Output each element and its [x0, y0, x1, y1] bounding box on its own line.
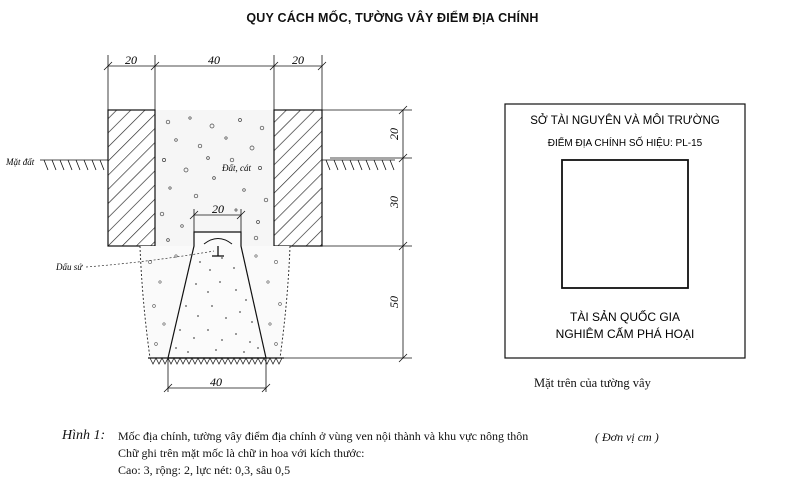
caption-line-1: Mốc địa chính, tường vây điểm địa chính ở vùng ven nội thành và khu vực nông thôn: [118, 429, 529, 443]
soil-fill: [155, 110, 274, 246]
dim-right-30: 30: [387, 196, 401, 208]
figure-label: Hình 1:: [62, 428, 106, 443]
plate-inner-square: [562, 160, 688, 288]
dim-bottom: 40: [210, 375, 222, 389]
plate-line-2: ĐIỂM ĐỊA CHÍNH SỐ HIỆU: PL-15: [547, 138, 703, 149]
base-gravel: [150, 358, 282, 364]
plate-line-4: NGHIÊM CẤM PHÁ HOẠI: [555, 327, 695, 341]
plate-line-1: SỞ TÀI NGUYÊN VÀ MÔI TRƯỜNG: [530, 115, 720, 127]
plate-caption: Mặt trên của tường vây: [534, 376, 651, 390]
unit-note: ( Đơn vị cm ): [595, 430, 659, 444]
caption-line-3: Cao: 3, rộng: 2, lực nét: 0,3, sâu 0,5: [118, 463, 291, 477]
wall-left: [108, 110, 155, 246]
dim-top-right: 20: [292, 53, 304, 67]
wall-right: [274, 110, 322, 246]
caption-line-2: Chữ ghi trên mặt mốc là chữ in hoa với kích thước:: [118, 446, 365, 460]
plate-line-3: TÀI SẢN QUỐC GIA: [569, 310, 681, 324]
ground-label: Mặt đất: [6, 157, 35, 167]
mark-label: Dấu sứ: [56, 262, 83, 272]
fill-label: Đất, cát: [222, 163, 251, 173]
dim-top-center: 40: [208, 53, 220, 67]
page-title: QUY CÁCH MỐC, TƯỜNG VÂY ĐIỂM ĐỊA CHÍNH: [246, 11, 539, 25]
dim-top-left: 20: [125, 53, 137, 67]
dim-right-50: 50: [387, 296, 401, 308]
dim-marker-top: 20: [212, 202, 224, 216]
dim-right-20: 20: [387, 128, 401, 140]
